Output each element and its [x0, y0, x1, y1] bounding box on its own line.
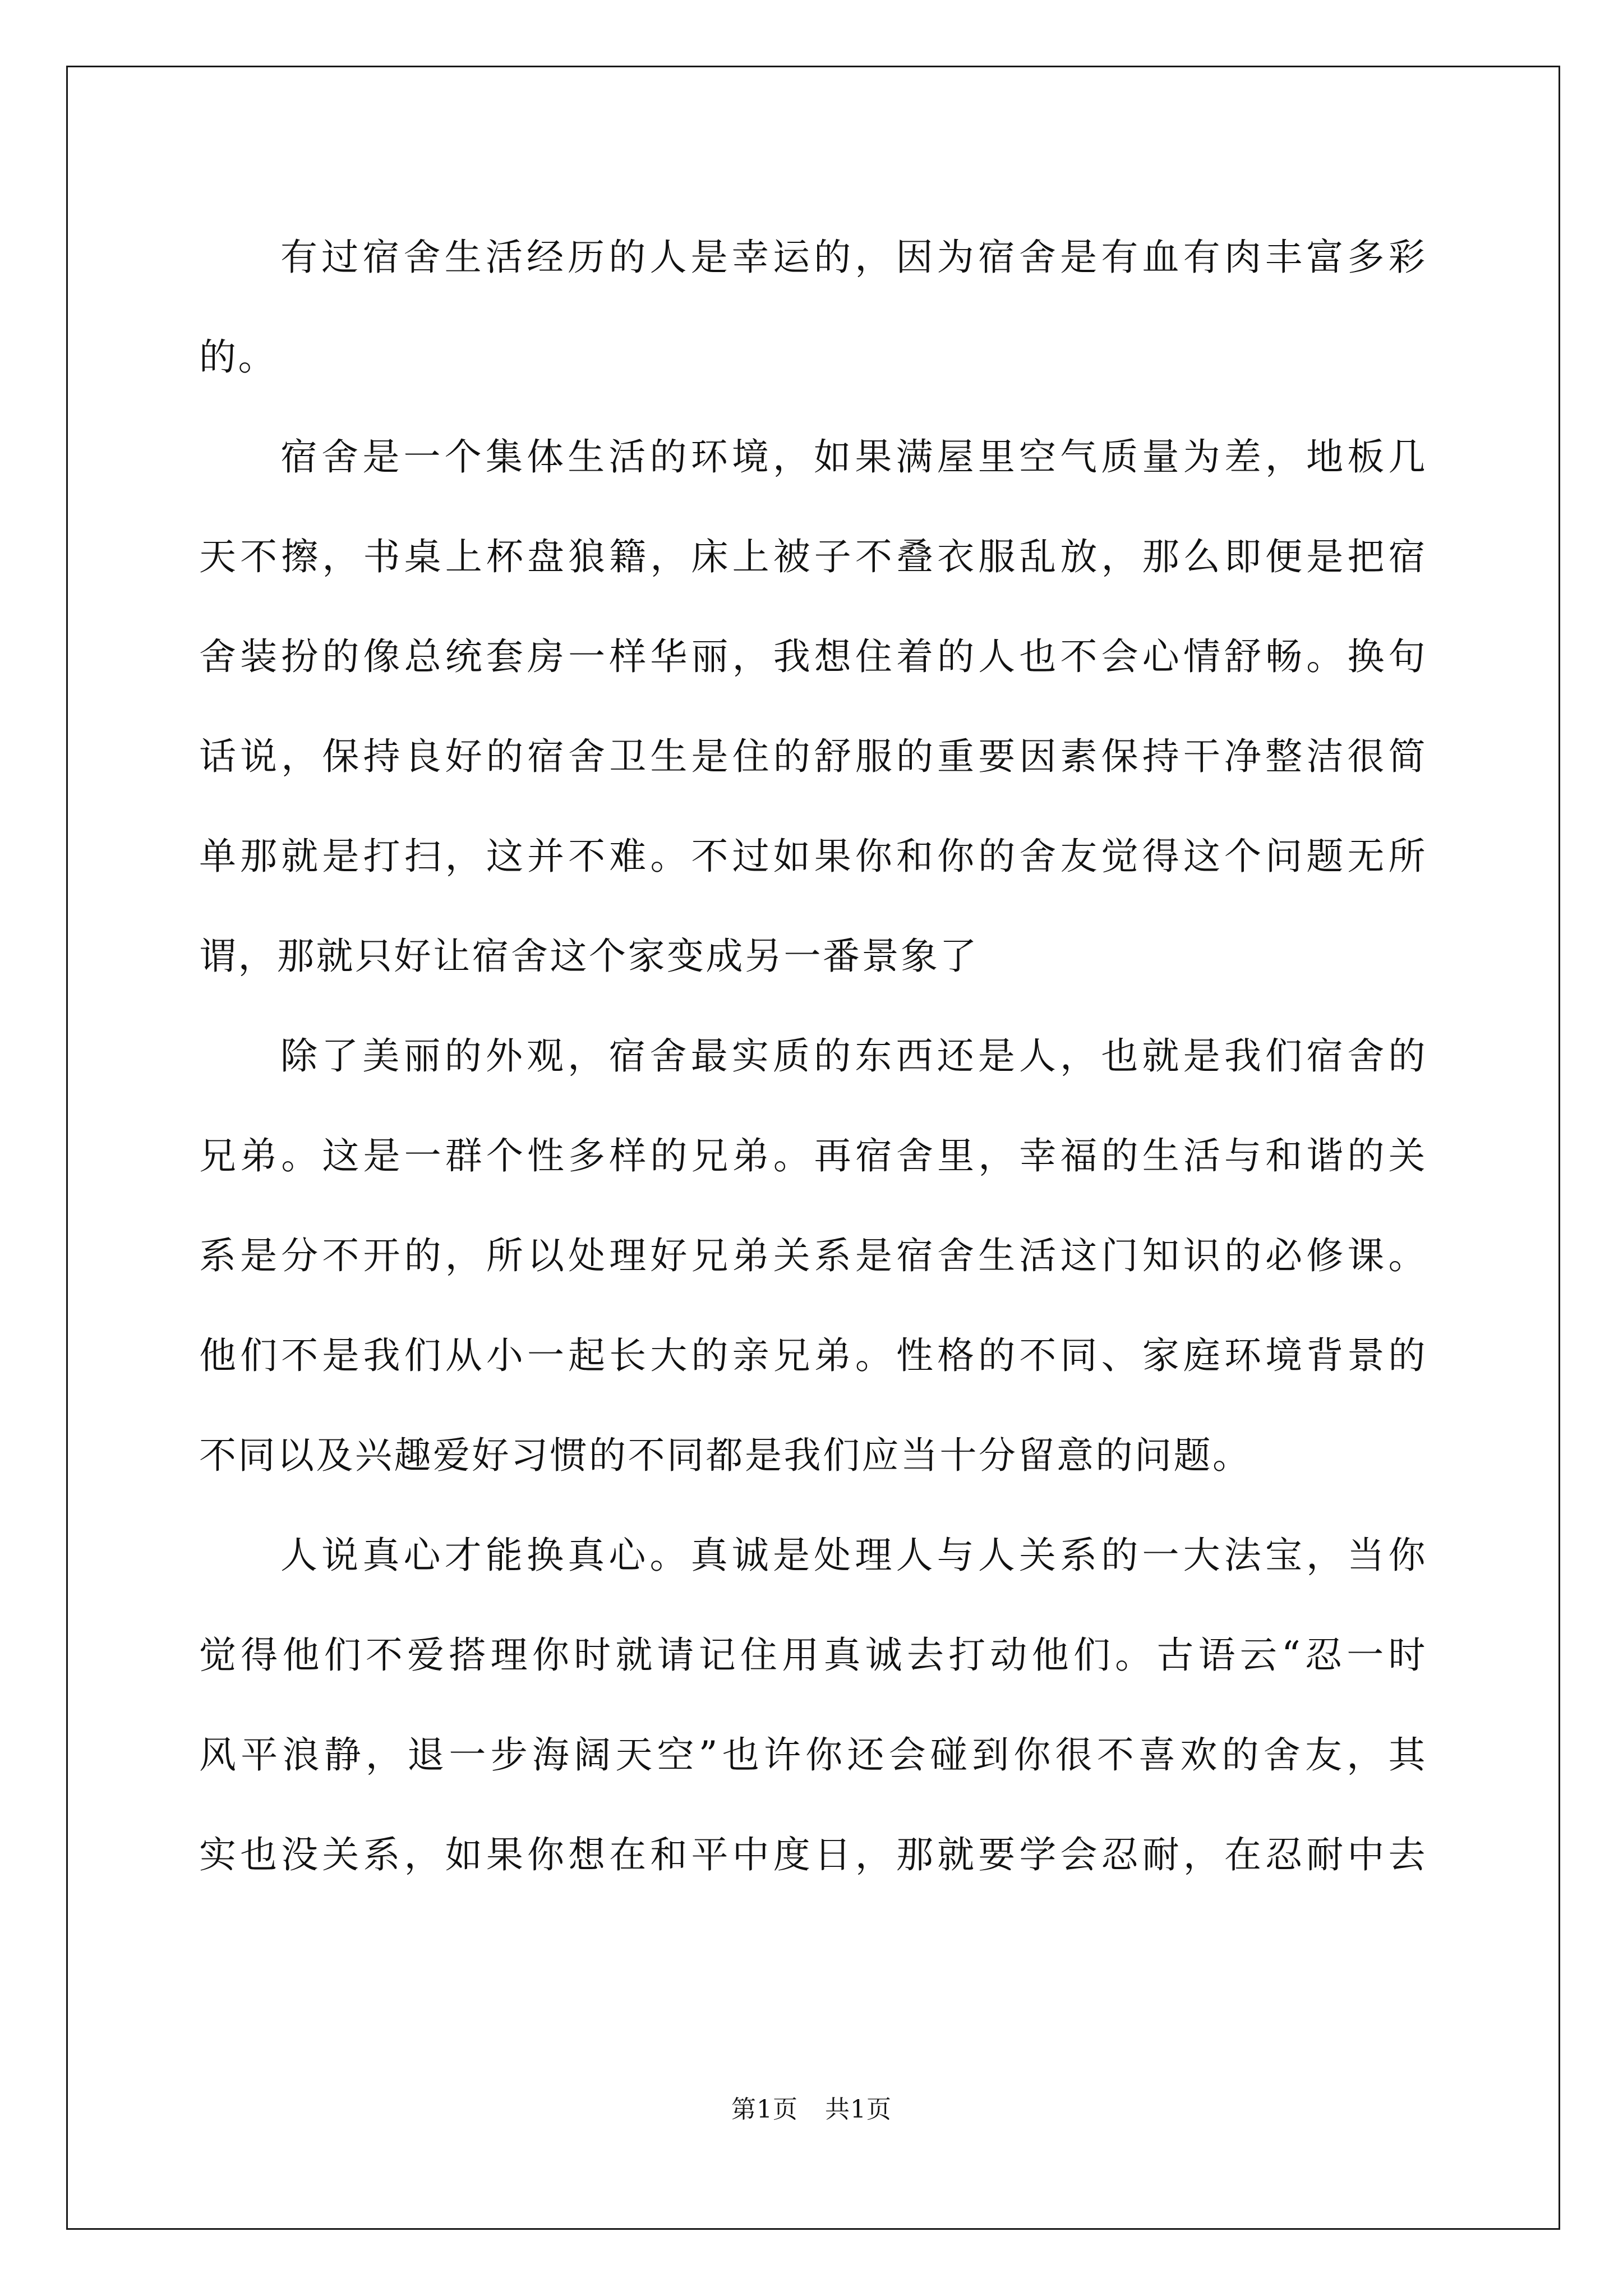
text-line: 人说真心才能换真心。真诚是处理人与人关系的一大法宝，当你 — [280, 1534, 1427, 1577]
document-body — [199, 208, 1427, 1905]
text-line: 有过宿舍生活经历的人是幸运的，因为宿舍是有血有肉丰富多彩 — [280, 236, 1427, 279]
text-line: 的。 — [199, 335, 277, 379]
text-line: 系是分不开的，所以处理好兄弟关系是宿舍生活这门知识的必修课。 — [199, 1234, 1427, 1277]
text-line: 天不擦，书桌上杯盘狼籍，床上被子不叠衣服乱放，那么即便是把宿 — [199, 535, 1427, 578]
text-line: 兄弟。这是一群个性多样的兄弟。再宿舍里，幸福的生活与和谐的关 — [199, 1134, 1427, 1177]
page-total: 共1页 — [825, 2095, 892, 2124]
text-line: 宿舍是一个集体生活的环境，如果满屋里空气质量为差，地板几 — [280, 435, 1427, 478]
text-line: 觉得他们不爱搭理你时就请记住用真诚去打动他们。古语云“忍一时 — [199, 1634, 1427, 1677]
page-number: 第1页 — [731, 2095, 798, 2124]
text-line: 谓，那就只好让宿舍这个家变成另一番景象了 — [199, 935, 979, 978]
text-line: 除了美丽的外观，宿舍最实质的东西还是人，也就是我们宿舍的 — [280, 1034, 1427, 1078]
text-line: 舍装扮的像总统套房一样华丽，我想住着的人也不会心情舒畅。换句 — [199, 635, 1427, 678]
text-line: 他们不是我们从小一起长大的亲兄弟。性格的不同、家庭环境背景的 — [199, 1334, 1427, 1377]
text-line: 实也没关系，如果你想在和平中度日，那就要学会忍耐，在忍耐中去 — [199, 1833, 1427, 1876]
page-footer — [0, 2089, 1623, 2125]
text-line: 话说，保持良好的宿舍卫生是住的舒服的重要因素保持干净整洁很简 — [199, 735, 1427, 778]
text-line: 单那就是打扫，这并不难。不过如果你和你的舍友觉得这个问题无所 — [199, 835, 1427, 878]
text-line: 不同以及兴趣爱好习惯的不同都是我们应当十分留意的问题。 — [199, 1434, 1252, 1477]
text-line: 风平浪静，退一步海阔天空”也许你还会碰到你很不喜欢的舍友，其 — [199, 1733, 1427, 1777]
